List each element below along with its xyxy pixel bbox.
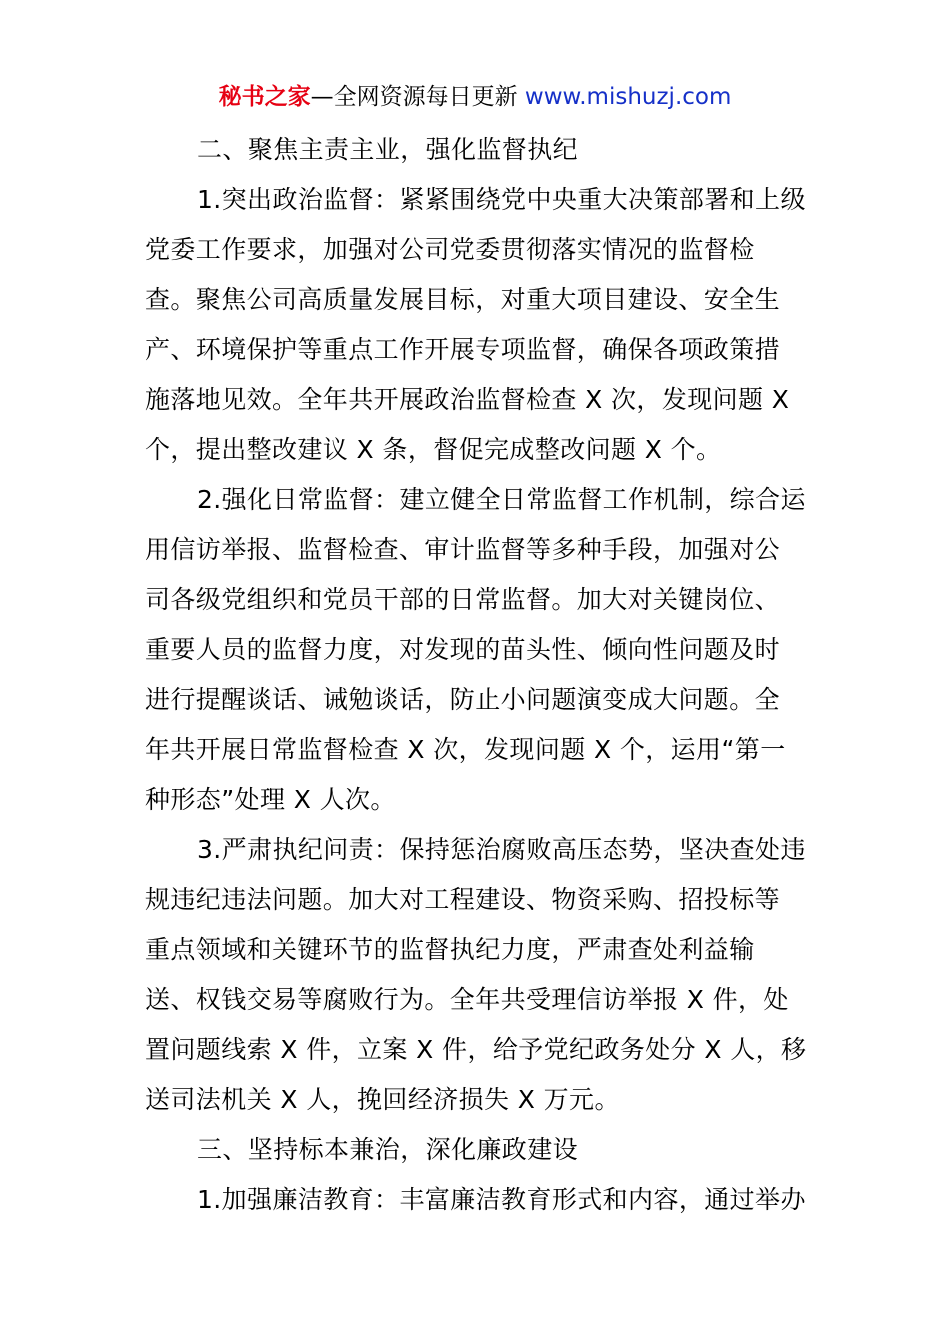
paragraph-line: 3.严肃执纪问责：保持惩治腐败高压态势，坚决查处违: [197, 835, 806, 864]
paragraph-line: 司各级党组织和党员干部的日常监督。加大对关键岗位、: [145, 585, 781, 614]
document-body: [145, 125, 811, 1225]
paragraph-line: 送司法机关 X 人，挽回经济损失 X 万元。: [145, 1085, 620, 1114]
paragraph-line: 用信访举报、监督检查、审计监督等多种手段，加强对公: [145, 535, 781, 564]
section-heading: 二、聚焦主责主业，强化监督执纪: [197, 135, 579, 164]
paragraph-line: 进行提醒谈话、诫勉谈话，防止小问题演变成大问题。全: [145, 685, 781, 714]
header-tagline: —全网资源每日更新: [310, 84, 525, 110]
paragraph-line: 年共开展日常监督检查 X 次，发现问题 X 个，运用“第一: [145, 735, 786, 764]
paragraph-line: 置问题线索 X 件，立案 X 件，给予党纪政务处分 X 人，移: [145, 1035, 807, 1064]
paragraph-line: 个，提出整改建议 X 条，督促完成整改问题 X 个。: [145, 435, 722, 464]
paragraph-line: 1.加强廉洁教育：丰富廉洁教育形式和内容，通过举办: [197, 1185, 806, 1214]
paragraph-line: 党委工作要求，加强对公司党委贯彻落实情况的监督检: [145, 235, 755, 264]
paragraph-line: 重点领域和关键环节的监督执纪力度，严肃查处利益输: [145, 935, 755, 964]
paragraph-line: 施落地见效。全年共开展政治监督检查 X 次，发现问题 X: [145, 385, 790, 414]
paragraph-line: 1.突出政治监督：紧紧围绕党中央重大决策部署和上级: [197, 185, 806, 214]
brand-name: 秘书之家: [218, 84, 311, 110]
paragraph-line: 重要人员的监督力度，对发现的苗头性、倾向性问题及时: [145, 635, 781, 664]
section-heading: 三、坚持标本兼治，深化廉政建设: [197, 1135, 579, 1164]
paragraph-line: 种形态”处理 X 人次。: [145, 785, 396, 814]
site-url-link[interactable]: www.mishuzj.com: [524, 84, 732, 110]
paragraph-line: 送、权钱交易等腐败行为。全年共受理信访举报 X 件，处: [145, 985, 789, 1014]
site-header: [0, 80, 950, 114]
paragraph-line: 2.强化日常监督：建立健全日常监督工作机制，综合运: [197, 485, 806, 514]
paragraph-line: 规违纪违法问题。加大对工程建设、物资采购、招投标等: [145, 885, 781, 914]
paragraph-line: 产、环境保护等重点工作开展专项监督，确保各项政策措: [145, 335, 781, 364]
paragraph-line: 查。聚焦公司高质量发展目标，对重大项目建设、安全生: [145, 285, 781, 314]
